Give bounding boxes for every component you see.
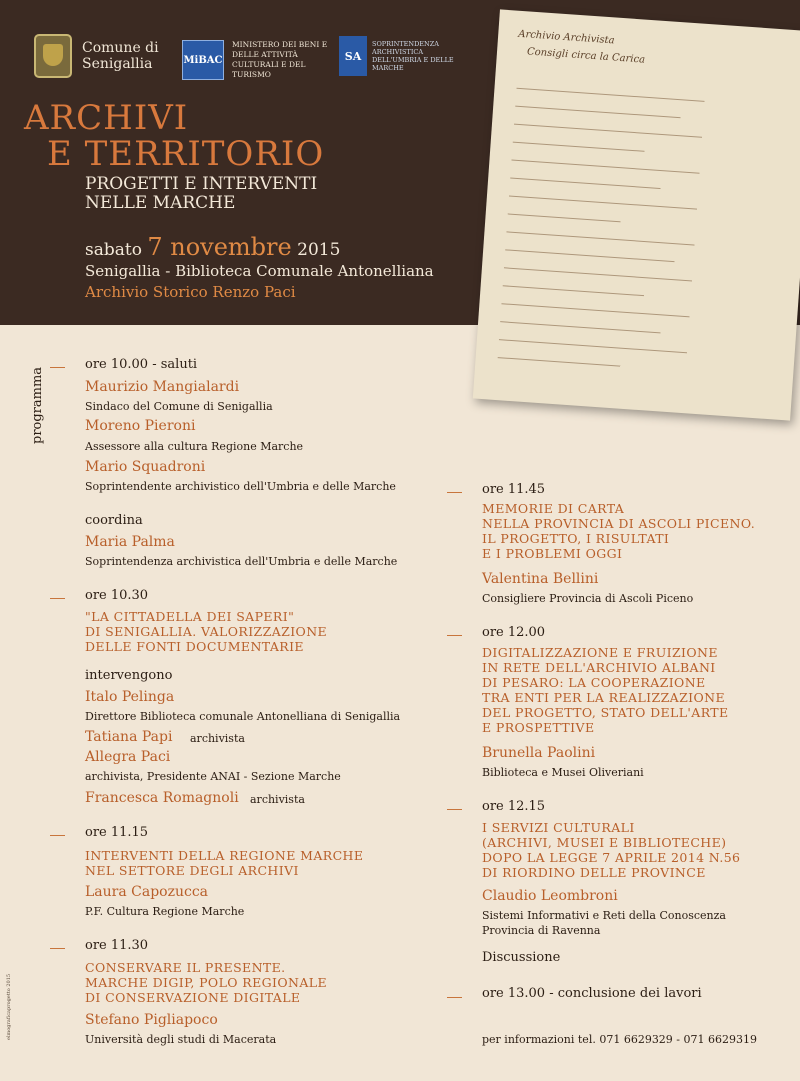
speaker-name: Moreno Pieroni: [85, 418, 196, 434]
divider: [447, 997, 462, 998]
topic-line: E PROSPETTIVE: [482, 720, 595, 735]
divider: [447, 492, 462, 493]
info-phone: per informazioni tel. 071 6629329 - 071 6629319: [482, 1033, 757, 1046]
topic-line: TRA ENTI PER LA REALIZZAZIONE: [482, 690, 726, 705]
soprintendenza-label: SOPRINTENDENZA ARCHIVISTICA DELL'UMBRIA E DELLE MARCHE: [372, 40, 454, 72]
topic-line: "LA CITTADELLA DEI SAPERI": [85, 609, 295, 624]
comune-name: Comune di Senigallia: [82, 40, 159, 72]
speaker-role: Sindaco del Comune di Senigallia: [85, 400, 273, 413]
time-1130: ore 11.30: [85, 938, 149, 953]
topic-line: I SERVIZI CULTURALI: [482, 820, 635, 835]
topic-line: MEMORIE DI CARTA: [482, 501, 625, 516]
topic-line: IL PROGETTO, I RISULTATI: [482, 531, 670, 546]
topic-line: DELLE FONTI DOCUMENTARIE: [85, 639, 304, 654]
time-1115: ore 11.15: [85, 825, 149, 840]
subtitle-line-1: PROGETTI E INTERVENTI: [85, 174, 318, 194]
speaker-role: Soprintendenza archivistica dell'Umbria e delle Marche: [85, 555, 398, 568]
topic-line: DI CONSERVAZIONE DIGITALE: [85, 990, 301, 1005]
topic-line: MARCHE DIGIP, POLO REGIONALE: [85, 975, 327, 990]
manuscript-text: [517, 29, 647, 66]
speaker-name: Brunella Paolini: [482, 745, 596, 761]
speaker-role: Biblioteca e Musei Oliveriani: [482, 766, 644, 779]
speaker-role: Assessore alla cultura Regione Marche: [85, 440, 304, 453]
speaker-name: Francesca Romagnoli: [85, 790, 239, 806]
topic-line: INTERVENTI DELLA REGIONE MARCHE: [85, 848, 364, 863]
subtitle-line-2: NELLE MARCHE: [85, 193, 236, 213]
speaker-role: Sistemi Informativi e Reti della Conoscenza: [482, 909, 726, 922]
date-prefix: sabato: [85, 240, 142, 260]
event-date: [85, 233, 340, 261]
comune-logo-group: [34, 34, 162, 78]
speaker-role: archivista, Presidente ANAI - Sezione Marche: [85, 770, 341, 783]
time-1145: ore 11.45: [482, 482, 546, 497]
speaker-role: Università degli studi di Macerata: [85, 1033, 277, 1046]
divider: [50, 835, 65, 836]
time-1200: ore 12.00: [482, 625, 546, 640]
design-credit: elmograficaprogetto 2015: [6, 973, 12, 1040]
venue: Senigallia - Biblioteca Comunale Antonelliana: [85, 262, 434, 280]
session-topic: [482, 645, 729, 735]
topic-line: DIGITALIZZAZIONE E FRUIZIONE: [482, 645, 718, 660]
mibac-logo: MiBAC: [182, 40, 224, 80]
time-1030: ore 10.30: [85, 588, 149, 603]
speaker-name: Laura Capozucca: [85, 884, 209, 900]
divider: [447, 809, 462, 810]
divider: [447, 635, 462, 636]
coordina-label: coordina: [85, 513, 143, 528]
divider: [50, 367, 65, 368]
speaker-name: Mario Squadroni: [85, 459, 206, 475]
topic-line: NELLA PROVINCIA DI ASCOLI PICENO.: [482, 516, 756, 531]
topic-line: DI SENIGALLIA. VALORIZZAZIONE: [85, 624, 328, 639]
session-topic: [85, 960, 327, 1005]
speaker-name: Tatiana Papi: [85, 729, 173, 745]
manuscript-line-1: Archivio Archivista: [517, 28, 615, 47]
speaker-name: Maurizio Mangialardi: [85, 379, 240, 395]
divider: [50, 948, 65, 949]
speaker-role: Soprintendente archivistico dell'Umbria e delle Marche: [85, 480, 396, 493]
topic-line: E I PROBLEMI OGGI: [482, 546, 623, 561]
speaker-role: archivista: [190, 732, 245, 745]
crest-icon: [34, 34, 72, 78]
title-line-2: E TERRITORIO: [47, 134, 325, 174]
speaker-name: Claudio Leombroni: [482, 888, 618, 904]
session-topic: [482, 501, 755, 561]
title-line-1: ARCHIVI: [24, 98, 189, 138]
speaker-name: Stefano Pigliapoco: [85, 1012, 218, 1028]
topic-line: CONSERVARE IL PRESENTE.: [85, 960, 286, 975]
ministero-label: MINISTERO DEI BENI E DELLE ATTIVITÀ CULTURALI E DEL TURISMO: [232, 40, 328, 79]
speaker-role: archivista: [250, 793, 305, 806]
session-topic: [85, 609, 327, 654]
programma-label: programma: [30, 366, 45, 444]
date-year: 2015: [297, 240, 341, 260]
time-1300: ore 13.00 - conclusione dei lavori: [482, 986, 702, 1001]
topic-line: DEL PROGETTO, STATO DELL'ARTE: [482, 705, 729, 720]
session-topic: [85, 848, 363, 878]
topic-line: DOPO LA LEGGE 7 APRILE 2014 N.56: [482, 850, 741, 865]
main-title: [24, 100, 324, 172]
time-1215: ore 12.15: [482, 799, 546, 814]
venue-archive: Archivio Storico Renzo Paci: [85, 283, 296, 301]
time-1000: ore 10.00 - saluti: [85, 357, 198, 372]
topic-line: NEL SETTORE DEGLI ARCHIVI: [85, 863, 299, 878]
topic-line: DI PESARO: LA COOPERAZIONE: [482, 675, 706, 690]
speaker-name: Italo Pelinga: [85, 689, 175, 705]
speaker-name: Valentina Bellini: [482, 571, 599, 587]
topic-line: (ARCHIVI, MUSEI E BIBLIOTECHE): [482, 835, 727, 850]
discussione-label: Discussione: [482, 950, 561, 965]
speaker-role: Consigliere Provincia di Ascoli Piceno: [482, 592, 694, 605]
speaker-name: Allegra Paci: [85, 749, 171, 765]
intervengono-label: intervengono: [85, 668, 173, 683]
topic-line: DI RIORDINO DELLE PROVINCE: [482, 865, 706, 880]
speaker-role: P.F. Cultura Regione Marche: [85, 905, 245, 918]
manuscript-image: [473, 9, 800, 420]
speaker-role: Direttore Biblioteca comunale Antonelliana di Senigallia: [85, 710, 401, 723]
sa-logo: SA: [339, 36, 367, 76]
manuscript-line-2: Consigli circa la Carica: [526, 46, 646, 66]
session-topic: [482, 820, 740, 880]
speaker-name: Maria Palma: [85, 534, 175, 550]
topic-line: IN RETE DELL'ARCHIVIO ALBANI: [482, 660, 716, 675]
subtitle: [85, 175, 317, 213]
divider: [50, 598, 65, 599]
date-day: 7 novembre: [147, 233, 292, 261]
speaker-role: Provincia di Ravenna: [482, 924, 601, 937]
